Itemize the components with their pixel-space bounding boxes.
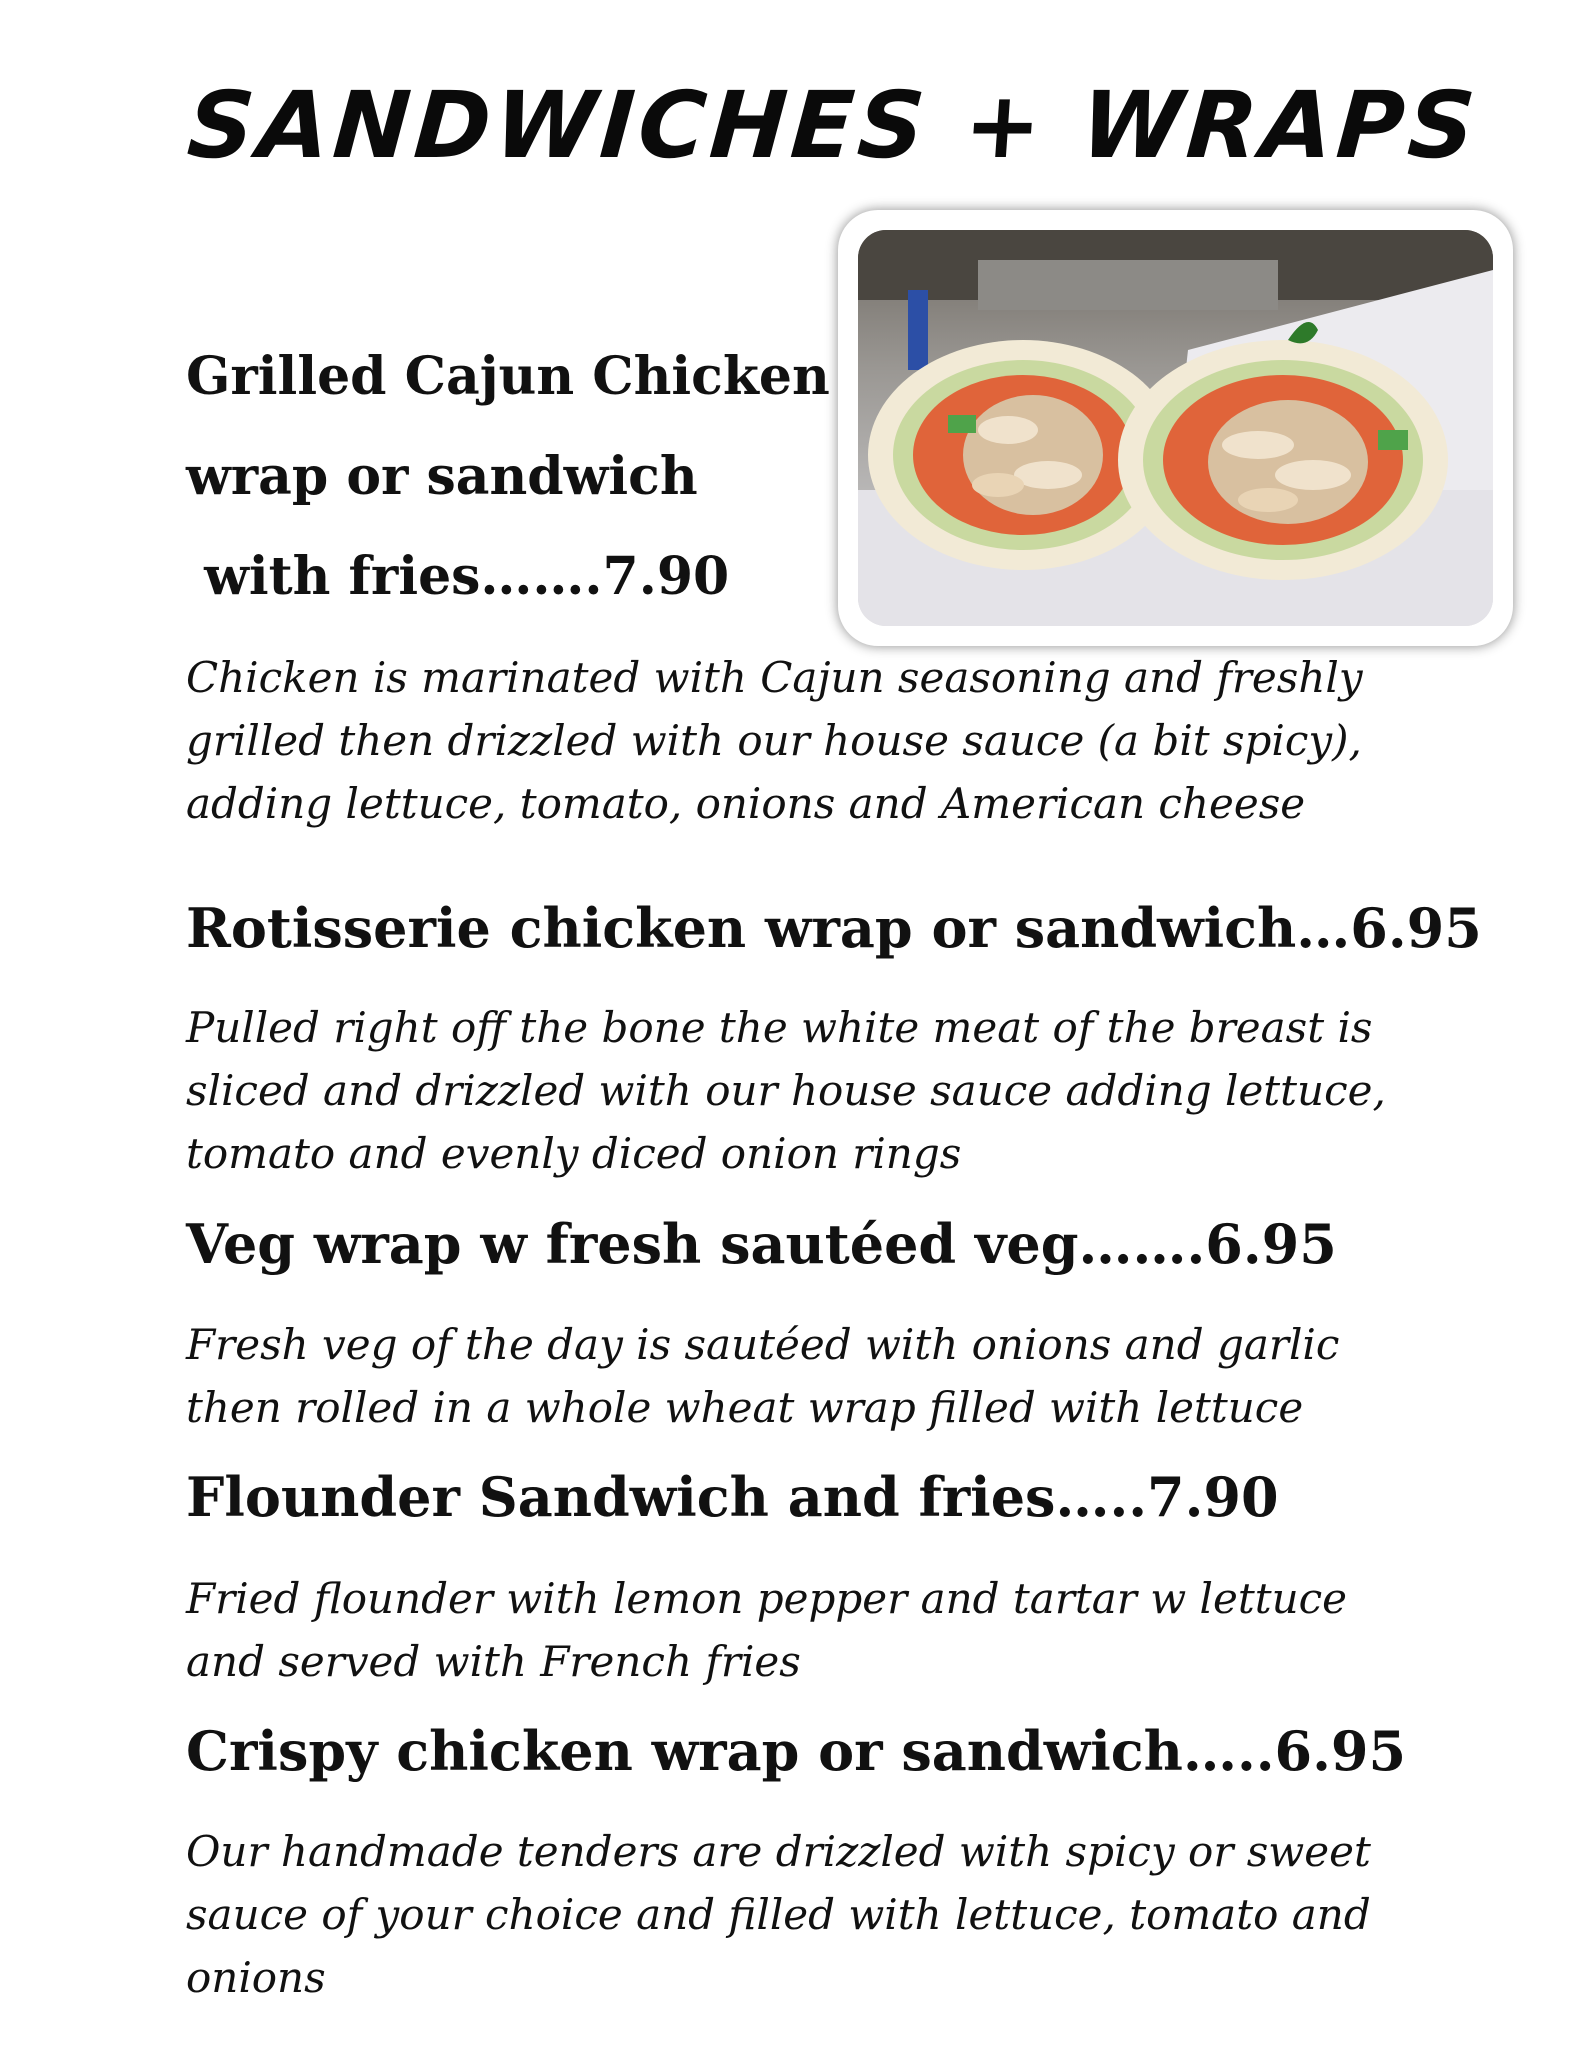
item-4-heading: Flounder Sandwich and fries…..7.90	[186, 1465, 1279, 1529]
item-5-heading: Crispy chicken wrap or sandwich…..6.95	[186, 1719, 1407, 1783]
item-5-description-line: onions	[186, 1953, 326, 2002]
item-3-description-line: Fresh veg of the day is sautéed with onions and garlic	[186, 1320, 1340, 1369]
item-2-description-line: tomato and evenly diced onion rings	[186, 1129, 962, 1178]
item-4-description-line: and served with French fries	[186, 1637, 801, 1686]
item-1-heading-line-2: wrap or sandwich	[186, 446, 698, 507]
chicken-wrap-image	[858, 230, 1493, 626]
item-5-description-line: Our handmade tenders are drizzled with spicy or sweet	[186, 1827, 1371, 1876]
item-1-description-line: Chicken is marinated with Cajun seasoning and freshly	[186, 653, 1363, 702]
item-3-description-line: then rolled in a whole wheat wrap filled with lettuce	[186, 1383, 1304, 1432]
item-2-description-line: Pulled right off the bone the white meat of the breast is	[186, 1003, 1373, 1052]
item-1-description	[186, 646, 1363, 835]
item-3-heading: Veg wrap w fresh sautéed veg…….6.95	[186, 1212, 1337, 1276]
item-1-heading-line-3: with fries…….7.90	[186, 546, 730, 607]
wrap-photo	[838, 210, 1513, 646]
item-2-description	[186, 996, 1386, 1185]
item-5-description	[186, 1820, 1371, 2009]
item-5-description-line: sauce of your choice and filled with lettuce, tomato and	[186, 1890, 1371, 1939]
item-1-description-line: grilled then drizzled with our house sauce (a bit spicy),	[186, 716, 1362, 765]
menu-title: SANDWICHES + WRAPS	[184, 72, 1483, 179]
item-4-description-line: Fried flounder with lemon pepper and tartar w lettuce	[186, 1574, 1348, 1623]
item-2-heading: Rotisserie chicken wrap or sandwich…6.95	[186, 896, 1482, 960]
item-1-heading-line-1: Grilled Cajun Chicken	[186, 346, 830, 407]
item-4-description	[186, 1567, 1347, 1693]
item-1-description-line: adding lettuce, tomato, onions and American cheese	[186, 779, 1306, 828]
item-3-description	[186, 1313, 1339, 1439]
item-2-description-line: sliced and drizzled with our house sauce adding lettuce,	[186, 1066, 1386, 1115]
